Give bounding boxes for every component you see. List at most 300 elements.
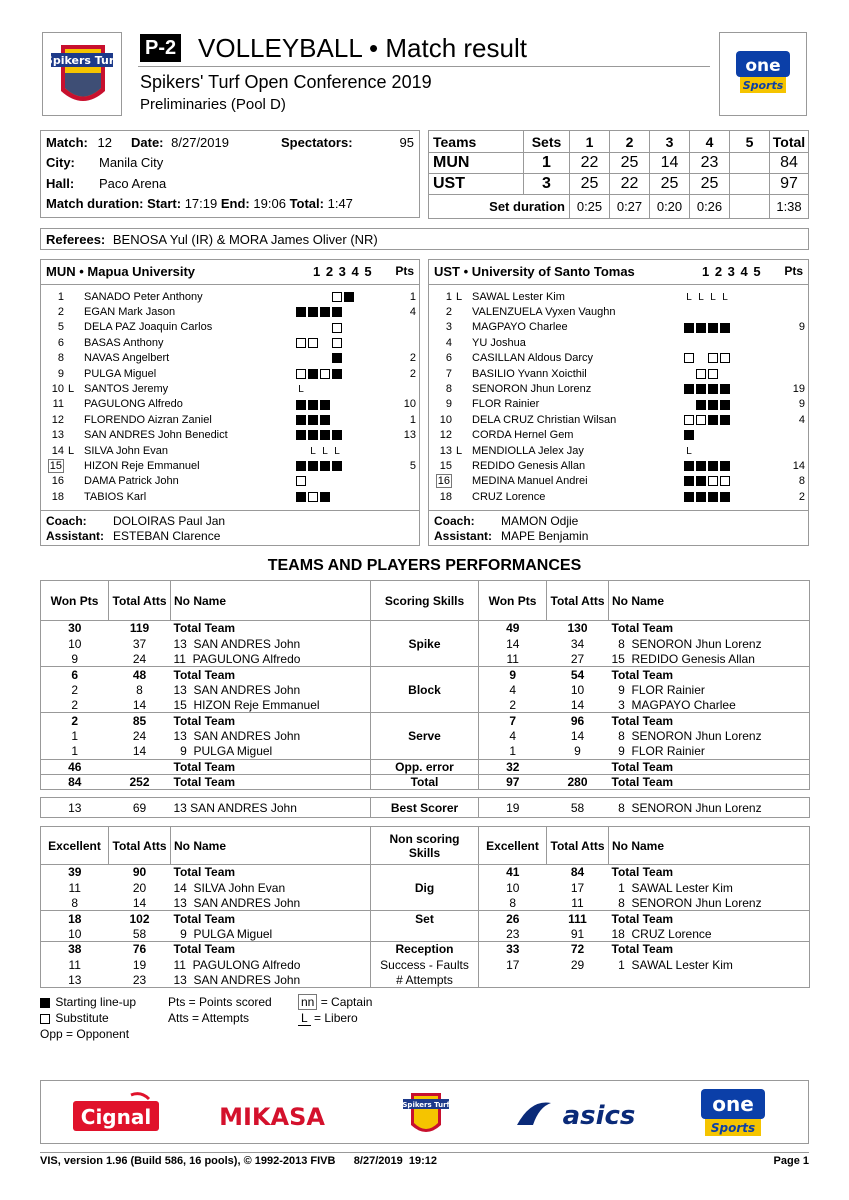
starting-square-icon [684, 476, 694, 486]
player-number: 15 [49, 459, 62, 472]
starting-square-icon [320, 430, 330, 440]
team-b-attempts: 130 [547, 621, 609, 636]
performance-row [41, 895, 810, 910]
set-duration: 0:26 [690, 195, 730, 219]
team-a-value: 10 [41, 926, 109, 941]
legend-libero: = Libero [314, 1011, 358, 1025]
player-name: SILVA John Evan [84, 444, 168, 457]
skill-label: Total [371, 774, 479, 789]
team-a-attempts: 24 [132, 728, 147, 743]
libero-set-mark: L [298, 384, 304, 396]
empty-set-slot [308, 323, 318, 333]
team-b-value: 4 [479, 728, 547, 743]
performance-row [41, 774, 810, 789]
player-number: 4 [445, 336, 452, 349]
team-a-value: 1 [41, 744, 109, 759]
team-b-player: 9 FLOR Rainier [609, 744, 810, 759]
starting-square-icon [708, 461, 718, 471]
team-a-pts-header: Pts [395, 264, 414, 278]
player-name: PULGA Miguel [84, 367, 157, 380]
match-number: 12 [97, 135, 112, 150]
libero-mark: L [67, 383, 75, 396]
team-b-player: Total Team [609, 865, 810, 880]
player-name: FLOR Rainier [472, 398, 540, 411]
performance-row [41, 957, 810, 972]
sponsor-mikasa-logo [209, 1097, 335, 1131]
skill-label: Set [371, 911, 479, 926]
substitute-square-icon [296, 369, 306, 379]
team-b-pts-header: Pts [784, 264, 803, 278]
substitute-square-icon [708, 476, 718, 486]
player-number: 18 [439, 490, 452, 503]
team-b-value: 2 [479, 697, 547, 712]
player-number: 16 [51, 475, 64, 488]
starting-square-icon [708, 415, 718, 425]
performance-row [41, 636, 810, 651]
libero-mark [452, 304, 466, 319]
skill-label: Success - Faults [371, 957, 479, 972]
team-a-player: 13 SAN ANDRES John [171, 636, 371, 651]
team-b-assistant: MAPE Benjamin [501, 529, 589, 543]
team-b-player: 3 MAGPAYO Charlee [609, 697, 810, 712]
title-rule [138, 66, 710, 67]
empty-set-slot [320, 292, 330, 302]
starting-square-icon [320, 400, 330, 410]
legend-atts: Atts = Attempts [168, 1011, 250, 1025]
libero-mark [64, 335, 78, 350]
libero-mark [64, 304, 78, 319]
player-sets [684, 489, 760, 504]
team-b-attempts: 72 [547, 941, 609, 956]
team-a-attempts: 90 [109, 865, 171, 880]
player-points [760, 289, 805, 304]
header-no-name: No Name [609, 827, 810, 865]
skill-label [371, 713, 479, 728]
player-name: DAMA Patrick John [84, 475, 179, 488]
player-points: 2 [798, 490, 805, 503]
team-a-player: 11 PAGULONG Alfredo [171, 957, 371, 972]
skill-label [371, 651, 479, 666]
score-set-points [730, 174, 770, 195]
performance-row [41, 651, 810, 666]
team-b-value: 14 [479, 636, 547, 651]
team-b-attempts: 91 [570, 926, 585, 941]
player-row [434, 443, 805, 458]
set-duration: 0:27 [610, 195, 650, 219]
empty-set-slot [684, 400, 694, 410]
player-row [46, 412, 416, 427]
player-number: 7 [445, 367, 452, 380]
libero-mark [452, 320, 466, 335]
team-a-player: 13 SAN ANDRES John [171, 972, 371, 987]
team-b-player: 9 FLOR Rainier [609, 682, 810, 697]
starting-square-icon [708, 492, 718, 502]
starting-square-icon [720, 323, 730, 333]
starting-square-icon [684, 384, 694, 394]
player-number: 2 [57, 306, 64, 319]
referees-box [40, 228, 809, 250]
score-sets: 1 [524, 153, 570, 174]
spectators-label: Spectators: [281, 135, 353, 150]
team-a-player: 13 SAN ANDRES John [171, 682, 371, 697]
starting-square-icon [40, 998, 50, 1008]
svg-text:Cignal: Cignal [80, 1105, 152, 1129]
substitute-square-icon [708, 353, 718, 363]
player-points [372, 320, 416, 335]
starting-square-icon [308, 430, 318, 440]
player-number: 14 [51, 444, 64, 457]
player-name: VALENZUELA Vyxen Vaughn [472, 306, 616, 319]
starting-square-icon [320, 492, 330, 502]
best-a-points: 13 [41, 798, 109, 818]
score-set-points: 25 [690, 174, 730, 195]
header-total-atts: Total Atts [109, 581, 171, 621]
team-a-value: 9 [41, 651, 109, 666]
player-row [434, 351, 805, 366]
player-sets [684, 304, 760, 319]
empty-set-slot [696, 353, 706, 363]
team-b-player: 8 SENORON Jhun Lorenz [609, 636, 810, 651]
player-name: REDIDO Genesis Allan [472, 459, 586, 472]
empty-set-slot [296, 446, 306, 456]
player-number: 1 [57, 290, 64, 303]
libero-set-mark: L [686, 291, 692, 303]
score-set-points [730, 153, 770, 174]
libero-mark [64, 428, 78, 443]
starting-square-icon [696, 323, 706, 333]
substitute-square-icon [308, 338, 318, 348]
svg-text:Sports: Sports [710, 1121, 756, 1135]
skill-label [371, 667, 479, 682]
referees-label: Referees: [46, 232, 106, 247]
starting-square-icon [708, 384, 718, 394]
player-name: YU Joshua [472, 336, 526, 349]
performance-row [41, 926, 810, 941]
score-row-ust [429, 174, 809, 195]
starting-square-icon [320, 307, 330, 317]
skill-label: # Attempts [371, 972, 479, 987]
player-sets [296, 289, 372, 304]
performance-row [41, 744, 810, 759]
score-set-points: 23 [690, 153, 730, 174]
team-b-player: 1 SAWAL Lester Kim [609, 957, 810, 972]
player-number: 13 [439, 444, 452, 457]
substitute-square-icon [332, 338, 342, 348]
starting-square-icon [308, 415, 318, 425]
team-b-player: Total Team [609, 713, 810, 728]
sponsors-bar [40, 1080, 809, 1144]
player-number: 6 [445, 352, 452, 365]
substitute-square-icon [720, 353, 730, 363]
team-b-coach: MAMON Odjie [501, 514, 579, 528]
date-label: Date: [131, 135, 164, 150]
svg-text:one: one [745, 56, 781, 76]
header-excellent: Excellent [41, 827, 109, 865]
starting-square-icon [308, 400, 318, 410]
city-value: Manila City [99, 155, 164, 170]
team-a-assistant: ESTEBAN Clarence [113, 529, 221, 543]
libero-set-mark: L [722, 291, 728, 303]
player-sets [684, 320, 760, 335]
team-b-coach-label: Coach: [434, 514, 475, 528]
starting-square-icon [296, 461, 306, 471]
player-number: 11 [52, 398, 64, 411]
empty-set-slot [320, 353, 330, 363]
team-a-assistant-label: Assistant: [46, 529, 105, 543]
player-name: HIZON Reje Emmanuel [84, 459, 200, 472]
player-number: 5 [57, 321, 64, 334]
team-a-attempts: 19 [132, 957, 147, 972]
score-set-points: 25 [570, 174, 610, 195]
player-name: CASILLAN Aldous Darcy [472, 352, 594, 365]
competition-phase: Preliminaries (Pool D) [140, 96, 286, 113]
header-total-atts: Total Atts [109, 827, 171, 865]
player-name: PAGULONG Alfredo [84, 398, 183, 411]
team-b-assistant-label: Assistant: [434, 529, 493, 543]
player-number: 9 [57, 367, 64, 380]
team-a-attempts: 102 [109, 911, 171, 926]
empty-set-slot [684, 369, 694, 379]
team-a-player: 15 HIZON Reje Emmanuel [171, 697, 371, 712]
substitute-square-icon [296, 338, 306, 348]
team-a-player: 13 SAN ANDRES John [171, 728, 371, 743]
libero-mark [452, 351, 466, 366]
competition-name: Spikers' Turf Open Conference 2019 [140, 72, 432, 92]
team-a-player: Total Team [171, 941, 371, 956]
score-header-set1: 1 [570, 131, 610, 153]
team-a-attempts: 14 [132, 697, 147, 712]
team-b-attempts: 10 [570, 682, 585, 697]
player-points: 4 [409, 306, 416, 319]
player-number: 8 [57, 352, 64, 365]
team-b-player: Total Team [609, 621, 810, 636]
set-duration: 0:25 [570, 195, 610, 219]
player-points: 2 [409, 352, 416, 365]
starting-square-icon [696, 461, 706, 471]
player-number: 9 [445, 398, 452, 411]
substitute-square-icon [296, 476, 306, 486]
player-sets [296, 335, 372, 350]
empty-set-slot [296, 292, 306, 302]
team-b-roster [434, 289, 805, 504]
team-a-attempts: 58 [132, 926, 147, 941]
player-points: 13 [403, 429, 416, 442]
best-b-name: 8 SENORON Jhun Lorenz [609, 798, 810, 818]
team-b-player: Total Team [609, 774, 810, 789]
player-points: 5 [409, 459, 416, 472]
skill-label: Opp. error [371, 759, 479, 774]
performance-row [41, 941, 810, 956]
team-a-attempts: 23 [109, 972, 171, 987]
team-b-player [609, 972, 810, 987]
best-a-name: 13 SAN ANDRES John [171, 798, 371, 818]
performance-row [41, 865, 810, 880]
team-a-value: 46 [41, 759, 109, 774]
empty-set-slot [308, 353, 318, 363]
team-b-attempts: 29 [570, 957, 585, 972]
team-b-attempts: 11 [571, 895, 584, 910]
performance-row [41, 682, 810, 697]
player-number: 15 [439, 459, 452, 472]
empty-set-slot [320, 323, 330, 333]
team-b-player: Total Team [609, 667, 810, 682]
score-set-points: 25 [650, 174, 690, 195]
player-sets [296, 351, 372, 366]
end-time: 19:06 [253, 196, 286, 211]
player-row [46, 320, 416, 335]
team-a-sets-header: 1 2 3 4 5 [313, 264, 372, 279]
team-b-value: 9 [479, 667, 547, 682]
skill-label: Spike [371, 636, 479, 651]
legend-libero-box: L [298, 1011, 311, 1026]
starting-square-icon [332, 307, 342, 317]
player-row [46, 366, 416, 381]
team-b-attempts: 54 [547, 667, 609, 682]
libero-set-mark: L [334, 445, 340, 457]
skill-label [371, 744, 479, 759]
libero-mark [64, 412, 78, 427]
player-sets [296, 320, 372, 335]
player-number: 3 [445, 321, 452, 334]
score-total: 97 [770, 174, 809, 195]
starting-square-icon [696, 400, 706, 410]
header-won-pts: Won Pts [41, 581, 109, 621]
substitute-square-icon [696, 415, 706, 425]
skill-label: Reception [371, 941, 479, 956]
skill-label [371, 895, 479, 910]
player-row [434, 397, 805, 412]
starting-square-icon [720, 492, 730, 502]
player-number: 10 [51, 383, 64, 396]
team-a-value: 8 [41, 895, 109, 910]
libero-mark [64, 489, 78, 504]
empty-set-slot [320, 338, 330, 348]
starting-square-icon [296, 492, 306, 502]
player-number: 8 [445, 383, 452, 396]
sponsor-spikers-turf-logo [399, 1085, 453, 1141]
player-row [46, 289, 416, 304]
player-sets [684, 443, 760, 458]
performance-row [41, 911, 810, 926]
libero-mark [64, 366, 78, 381]
header-total-atts: Total Atts [547, 581, 609, 621]
libero-set-mark: L [686, 445, 692, 457]
player-number: 10 [439, 413, 452, 426]
best-b-attempts: 58 [547, 798, 609, 818]
score-set-points: 14 [650, 153, 690, 174]
team-b-attempts: 34 [570, 636, 585, 651]
player-points: 1 [409, 413, 416, 426]
libero-mark [64, 397, 78, 412]
team-b-attempts: 9 [574, 744, 581, 759]
starting-square-icon [320, 461, 330, 471]
score-header-set5: 5 [730, 131, 770, 153]
player-points [372, 443, 416, 458]
skill-label [371, 621, 479, 636]
team-a-attempts: 20 [132, 880, 147, 895]
score-set-points: 22 [570, 153, 610, 174]
team-b-value: 17 [479, 957, 547, 972]
scoring-header-row [41, 581, 810, 621]
substitute-square-icon [332, 292, 342, 302]
player-sets [684, 351, 760, 366]
best-a-attempts: 69 [109, 798, 171, 818]
team-a-player: Total Team [171, 865, 371, 880]
libero-set-mark: L [310, 445, 316, 457]
player-name: SAN ANDRES John Benedict [84, 429, 228, 442]
substitute-square-icon [720, 476, 730, 486]
player-points: 1 [409, 290, 416, 303]
player-number: 16 [437, 475, 450, 488]
player-name: MEDINA Manuel Andrei [472, 475, 588, 488]
team-a-player: Total Team [171, 759, 371, 774]
team-a-player: 11 PAGULONG Alfredo [171, 651, 371, 666]
team-b-attempts: 27 [570, 651, 585, 666]
player-points: 14 [792, 459, 805, 472]
player-row [434, 320, 805, 335]
team-b-value: 41 [479, 865, 547, 880]
page-badge: P-2 [140, 34, 181, 62]
team-a-value: 38 [41, 941, 109, 956]
libero-mark [64, 458, 78, 473]
team-a-value: 10 [41, 636, 109, 651]
city-label: City: [46, 155, 75, 170]
player-name: FLORENDO Aizran Zaniel [84, 413, 212, 426]
libero-mark: L [67, 444, 75, 457]
score-header-set3: 3 [650, 131, 690, 153]
player-number: 1 [445, 290, 452, 303]
player-number: 6 [57, 336, 64, 349]
starting-square-icon [296, 307, 306, 317]
score-set-points: 25 [610, 153, 650, 174]
team-a-player: 9 PULGA Miguel [171, 744, 371, 759]
starting-square-icon [720, 400, 730, 410]
player-name: SANADO Peter Anthony [84, 290, 203, 303]
player-row [434, 289, 805, 304]
team-a-value: 39 [41, 865, 109, 880]
team-a-value: 6 [41, 667, 109, 682]
team-a-coach: DOLOIRAS Paul Jan [113, 514, 226, 528]
team-a-player: Total Team [171, 621, 371, 636]
player-sets [296, 458, 372, 473]
player-name: EGAN Mark Jason [84, 306, 176, 319]
starting-square-icon [696, 384, 706, 394]
score-sets: 3 [524, 174, 570, 195]
team-b-attempts: 14 [570, 697, 585, 712]
match-date: 8/27/2019 [171, 135, 229, 150]
player-row [46, 397, 416, 412]
player-row [434, 458, 805, 473]
player-points [760, 366, 805, 381]
header-non-scoring-skills: Non scoring Skills [371, 827, 479, 865]
team-a-attempts: 48 [109, 667, 171, 682]
sponsor-one-sports-logo [693, 1087, 773, 1139]
team-a-player: Total Team [171, 911, 371, 926]
player-sets [684, 428, 760, 443]
player-points [372, 381, 416, 396]
svg-text:one: one [712, 1092, 754, 1116]
svg-text:asics: asics [562, 1101, 636, 1131]
starting-square-icon [296, 400, 306, 410]
skill-label [371, 926, 479, 941]
team-a-value: 18 [41, 911, 109, 926]
player-row [434, 474, 805, 489]
set-duration-label: Set duration [429, 195, 570, 219]
team-b-value: 8 [479, 895, 547, 910]
player-row [46, 443, 416, 458]
legend [40, 995, 440, 1047]
total-duration: 1:47 [327, 196, 353, 211]
